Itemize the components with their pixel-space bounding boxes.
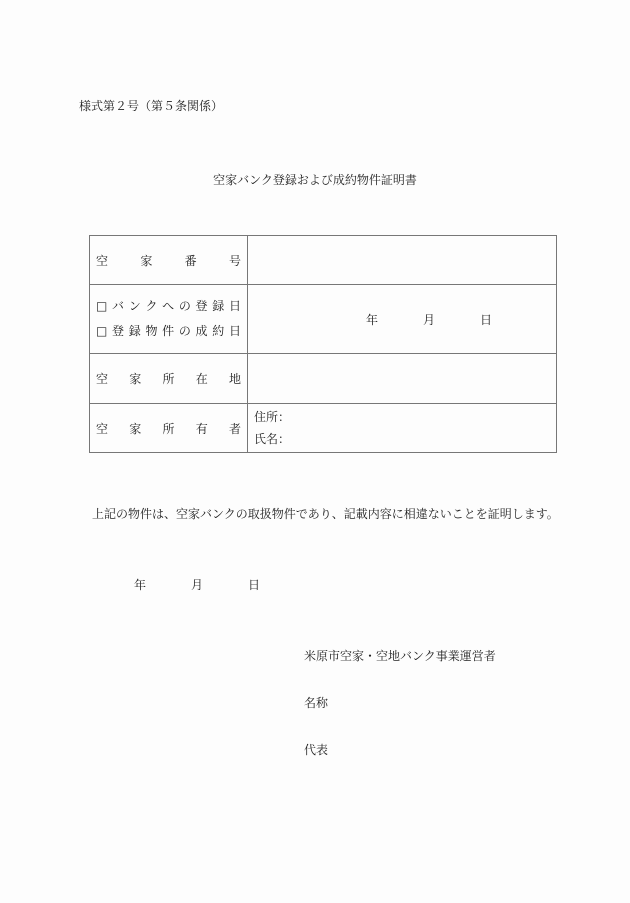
label-char: 家 <box>129 372 142 386</box>
label-char: の <box>178 324 191 338</box>
location-field[interactable] <box>248 354 557 404</box>
label-char: 日 <box>228 324 241 338</box>
label-char: 録 <box>128 324 141 338</box>
label-char: へ <box>162 299 175 313</box>
label-char: バ <box>112 299 125 313</box>
year-label: 年 <box>366 312 379 327</box>
day-label: 日 <box>480 312 493 327</box>
sign-month-label: 月 <box>191 578 204 592</box>
label-char: 件 <box>162 324 175 338</box>
owner-field[interactable] <box>248 404 557 453</box>
contract-date-line <box>90 319 247 344</box>
owner-address-label: 住所： <box>254 410 291 424</box>
issuer-organization: 米原市空家・空地バンク事業運営者 <box>304 649 496 663</box>
form-number: 様式第２号（第５条関係） <box>79 99 224 113</box>
label-owner <box>90 404 248 453</box>
label-char: 有 <box>195 421 208 436</box>
label-vacant-house-number <box>90 236 248 285</box>
document-title: 空家バンク登録および成約物件証明書 <box>213 173 417 187</box>
sign-day-label: 日 <box>248 578 261 592</box>
label-char: 録 <box>212 299 225 313</box>
table-row-location <box>90 354 557 404</box>
label-char: 者 <box>228 421 241 436</box>
label-char: 成 <box>195 324 208 338</box>
label-char: 番 <box>184 253 197 268</box>
sign-year-label: 年 <box>134 578 147 592</box>
certificate-table <box>89 235 557 453</box>
label-char: 物 <box>145 324 158 338</box>
label-char: 家 <box>129 421 142 436</box>
table-row-vacant-house-number <box>90 236 557 285</box>
vacant-house-number-field[interactable] <box>248 236 557 285</box>
label-char: ン <box>128 299 141 313</box>
bank-registration-date-line <box>90 294 247 319</box>
label-location <box>90 354 248 404</box>
table-row-owner <box>90 404 557 453</box>
label-char: 所 <box>162 421 175 436</box>
checkbox-contract[interactable]: □ <box>96 324 108 338</box>
owner-name-label: 氏名： <box>254 432 291 446</box>
label-char: ク <box>145 299 158 313</box>
label-char: 家 <box>140 253 153 268</box>
label-dates <box>90 285 248 354</box>
month-label: 月 <box>423 312 436 327</box>
label-char: 約 <box>212 324 225 338</box>
label-char: の <box>178 299 191 313</box>
label-char: 在 <box>195 372 208 386</box>
label-char: 地 <box>228 372 241 386</box>
certification-statement: 上記の物件は、空家バンクの取扱物件であり、記載内容に相違ないことを証明します。 <box>92 507 559 521</box>
label-char: 登 <box>195 299 208 313</box>
label-char: 空 <box>96 372 109 386</box>
date-field[interactable] <box>248 285 557 354</box>
label-char: 日 <box>228 299 241 313</box>
issuer-representative-label: 代表 <box>304 743 329 757</box>
label-char: 所 <box>162 372 175 386</box>
issuer-name-label: 名称 <box>304 696 329 710</box>
label-char: 空 <box>96 253 109 268</box>
checkbox-bank-registration[interactable]: □ <box>96 299 108 313</box>
label-char: 登 <box>112 324 125 338</box>
label-char: 号 <box>228 253 241 268</box>
table-row-dates <box>90 285 557 354</box>
label-char: 空 <box>96 421 109 436</box>
